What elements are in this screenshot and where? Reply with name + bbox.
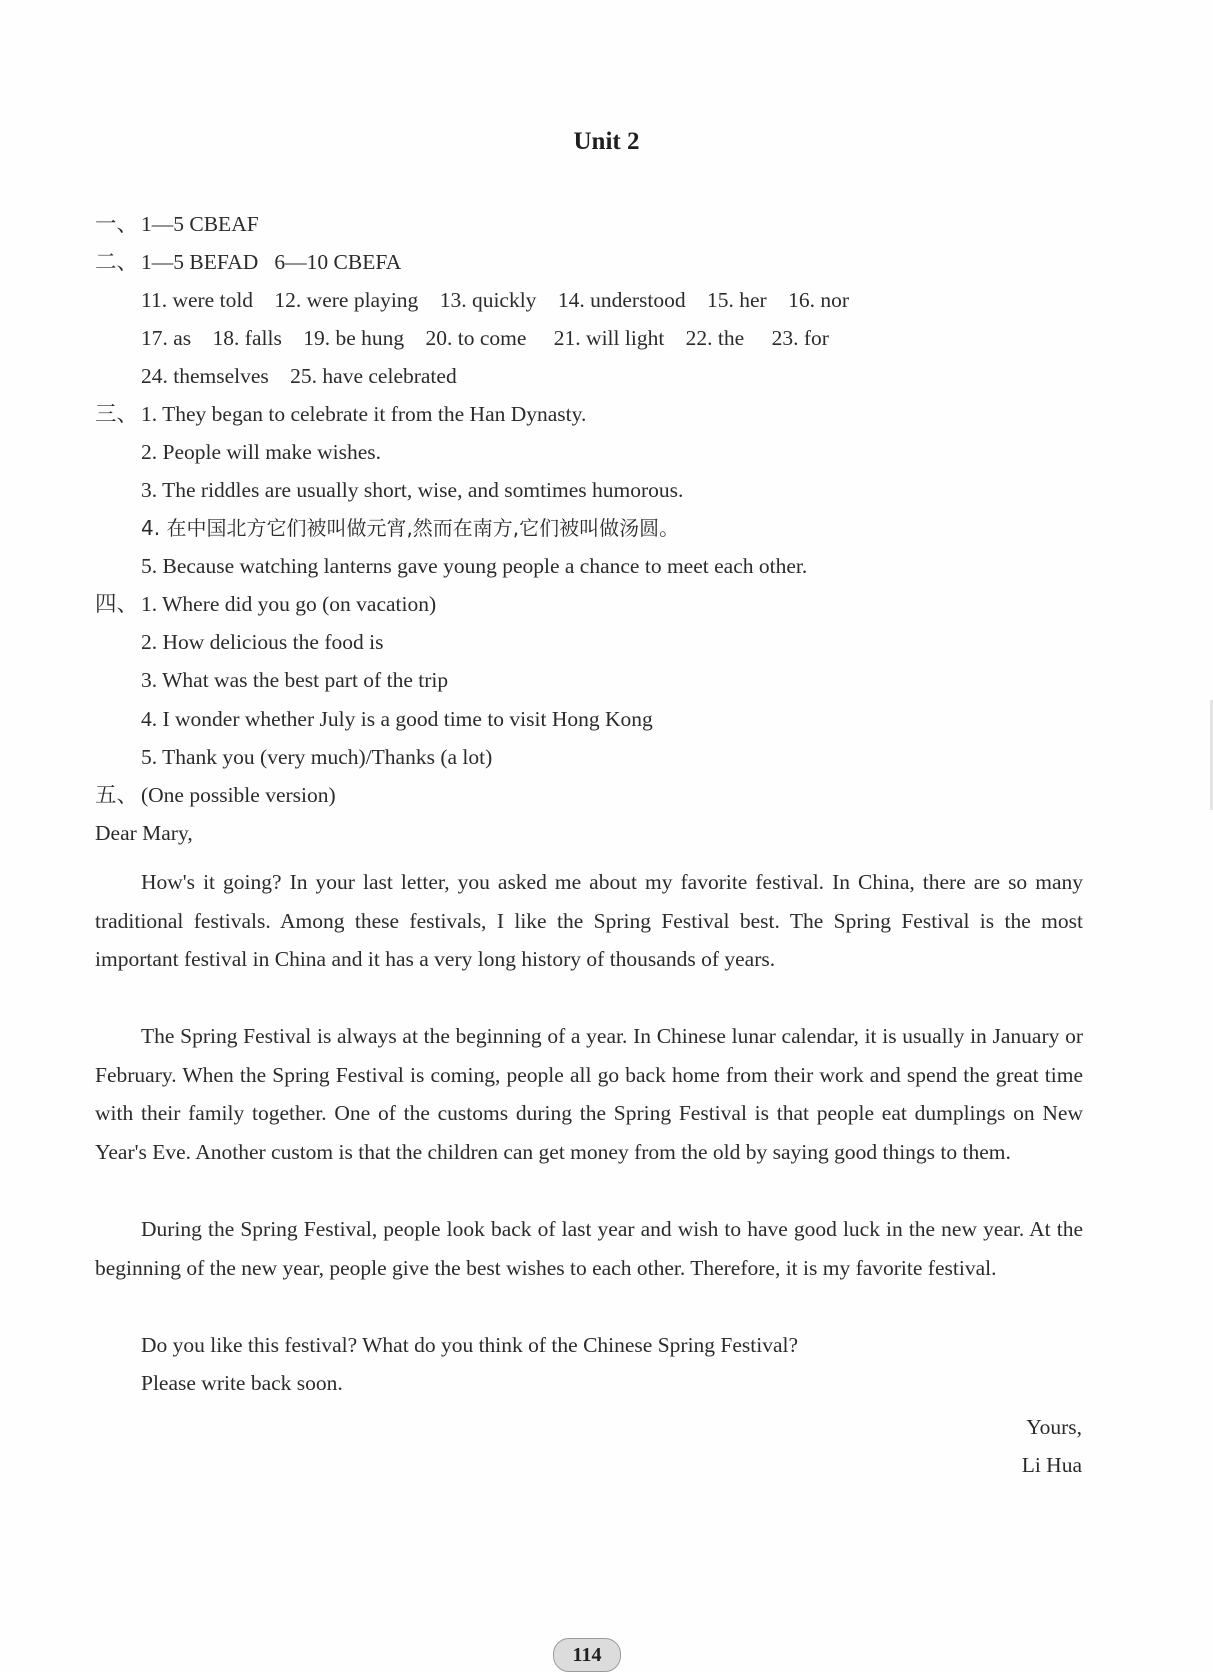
letter-paragraph-2: The Spring Festival is always at the beginning of a year. In Chinese lunar calendar, it is usually in January or February. When the Spring Festival is coming, people all go back home from their work and spend the great time with their family together. One of the customs during the Spring Festival is that people eat dumplings on New Year's Eve. Another custom is that the children can get money from the old by saying good things to them. xyxy=(95,1024,1083,1164)
section-4-item-5: 5. Thank you (very much)/Thanks (a lot) xyxy=(141,745,493,769)
answer-item: 23. for xyxy=(771,326,829,350)
section-4-item-3: 3. What was the best part of the trip xyxy=(141,668,449,692)
letter-paragraph-1: How's it going? In your last letter, you asked me about my favorite festival. In China, there are so many traditional festivals. Among these festivals, I like the Spring Festival best. The Spring Festival is the most important festival in China and it has a very long history of thousands of years. xyxy=(95,870,1083,972)
section-4-item-4: 4. I wonder whether July is a good time to visit Hong Kong xyxy=(141,707,653,731)
section-1 xyxy=(95,210,259,238)
section-1-marker: 一、 xyxy=(95,212,139,236)
section-3-item-2: 2. People will make wishes. xyxy=(141,440,382,464)
section-5-note: (One possible version) xyxy=(141,783,336,807)
letter-closing: Yours, xyxy=(1026,1415,1082,1439)
answer-item: 12. were playing xyxy=(274,288,419,312)
letter-paragraph-5: Please write back soon. xyxy=(141,1371,343,1395)
section-3-marker: 三、 xyxy=(95,402,139,426)
section-2-answers: 1—5 BEFAD 6—10 CBEFA xyxy=(141,250,402,274)
answer-item: 13. quickly xyxy=(439,288,537,312)
section-4-item-2: 2. How delicious the food is xyxy=(141,630,384,654)
letter-signature: Li Hua xyxy=(1021,1453,1082,1477)
answer-item: 1. Where did you go (on vacation) xyxy=(141,592,437,616)
section-4-marker: 四、 xyxy=(95,592,139,616)
section-3-item-5: 5. Because watching lanterns gave young people a chance to meet each other. xyxy=(141,554,808,578)
section-5-header xyxy=(95,781,336,809)
answer-item: 18. falls xyxy=(212,326,282,350)
answer-item: 25. have celebrated xyxy=(290,364,457,388)
answer-item: 17. as xyxy=(141,326,192,350)
page-title: Unit 2 xyxy=(573,128,640,155)
page-number-badge: 114 xyxy=(553,1638,621,1672)
letter-paragraph-3: During the Spring Festival, people look back of last year and wish to have good luck in the new year. At the beginning of the new year, people give the best wishes to each other. Therefore, it is my favorite festival. xyxy=(95,1217,1083,1280)
letter-paragraph-4: Do you like this festival? What do you think of the Chinese Spring Festival? xyxy=(141,1333,799,1357)
section-2 xyxy=(95,248,401,276)
section-2-row-3 xyxy=(141,362,457,390)
section-3-item-4: 4. 在中国北方它们被叫做元宵,然而在南方,它们被叫做汤圆。 xyxy=(141,516,680,540)
answer-item: 24. themselves xyxy=(141,364,269,388)
section-2-row-2 xyxy=(141,324,829,352)
answer-item: 20. to come xyxy=(425,326,527,350)
answer-item: 21. will light xyxy=(553,326,665,350)
answer-item: 15. her xyxy=(706,288,767,312)
section-4-item-1 xyxy=(95,590,436,618)
answer-item: 19. be hung xyxy=(303,326,405,350)
answer-item: 22. the xyxy=(685,326,745,350)
answer-item: 1. They began to celebrate it from the Han Dynasty. xyxy=(141,402,587,426)
answer-item: 11. were told xyxy=(141,288,254,312)
section-3-item-1 xyxy=(95,400,586,428)
section-1-answers: 1—5 CBEAF xyxy=(141,212,259,236)
section-2-marker: 二、 xyxy=(95,250,139,274)
answer-item: 16. nor xyxy=(788,288,849,312)
section-5-marker: 五、 xyxy=(95,783,139,807)
letter-greeting: Dear Mary, xyxy=(95,821,193,845)
answer-item: 14. understood xyxy=(557,288,686,312)
section-2-row-1 xyxy=(141,286,849,314)
section-3-item-3: 3. The riddles are usually short, wise, and somtimes humorous. xyxy=(141,478,684,502)
